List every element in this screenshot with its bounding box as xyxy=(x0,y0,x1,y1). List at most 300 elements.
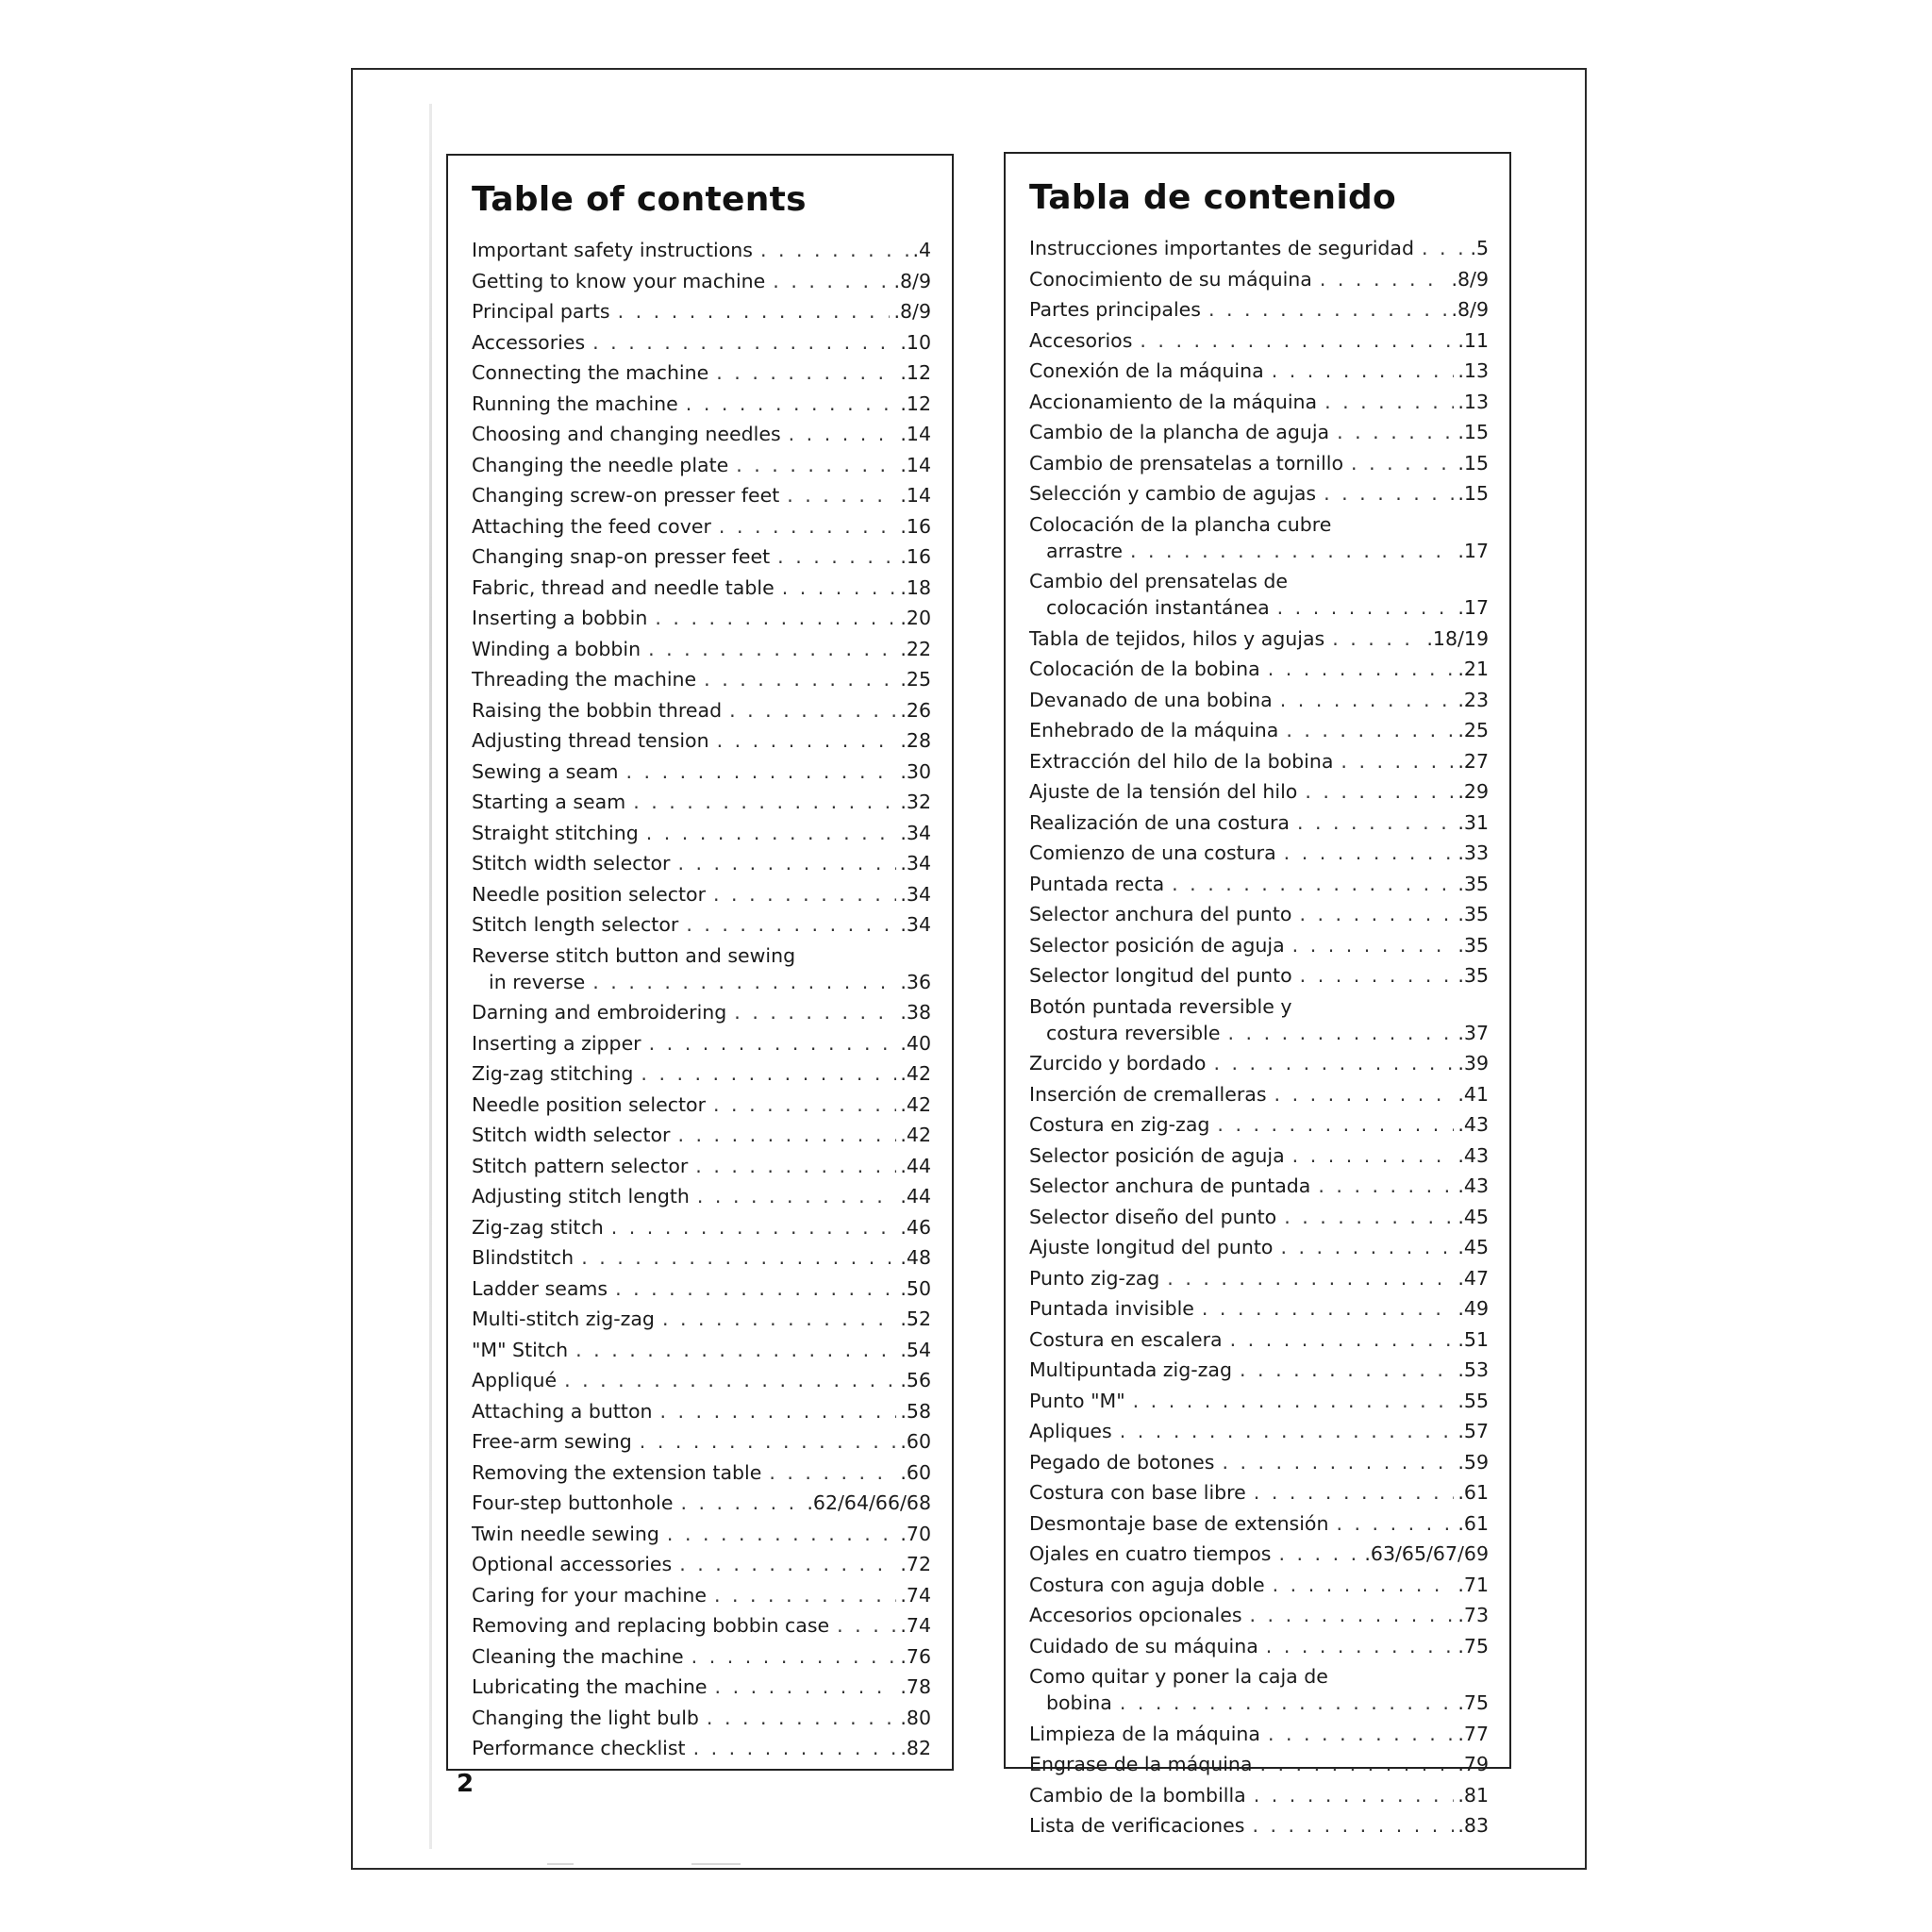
toc-entry-page: .13 xyxy=(1457,359,1489,382)
toc-entry[interactable] xyxy=(1029,869,1489,900)
dot-leader xyxy=(646,818,897,849)
toc-entry-page: .18/19 xyxy=(1426,626,1489,650)
toc-entry-row xyxy=(1029,808,1489,839)
scan-smudge xyxy=(547,1863,574,1865)
toc-entry[interactable] xyxy=(1029,899,1489,930)
toc-entry-row xyxy=(472,1457,931,1489)
toc-entry-page: .62/64/66/68 xyxy=(807,1491,931,1514)
toc-entry-title: Caring for your machine xyxy=(472,1583,707,1607)
toc-entry-title: Adjusting stitch length xyxy=(472,1185,690,1208)
dot-leader xyxy=(1140,325,1454,357)
toc-entry[interactable] xyxy=(472,848,931,879)
toc-entry-page: .32 xyxy=(900,791,931,813)
toc-entry[interactable] xyxy=(1029,715,1489,746)
toc-entry[interactable] xyxy=(472,1058,931,1090)
dot-leader xyxy=(1336,1508,1454,1540)
dot-leader xyxy=(633,787,896,818)
toc-entry[interactable] xyxy=(472,327,931,358)
toc-entry-row xyxy=(1029,1416,1489,1447)
toc-entry[interactable] xyxy=(1029,1661,1489,1719)
dot-leader xyxy=(1252,1810,1454,1841)
dot-leader xyxy=(1277,592,1455,624)
dot-leader xyxy=(713,879,896,910)
toc-entry-title: Changing screw-on presser feet xyxy=(472,484,780,507)
toc-entry-row xyxy=(1029,869,1489,900)
toc-entry[interactable] xyxy=(472,818,931,849)
toc-entry-row xyxy=(472,787,931,818)
toc-entry-page: .29 xyxy=(1457,780,1489,803)
toc-entry-page: .43 xyxy=(1457,1174,1489,1197)
toc-entry-page: .41 xyxy=(1457,1082,1489,1106)
dot-leader xyxy=(1208,294,1448,325)
toc-entry[interactable] xyxy=(472,1212,931,1243)
toc-entry-title: Costura con base libre xyxy=(1029,1481,1246,1504)
toc-entry-page: .48 xyxy=(900,1246,931,1269)
toc-entry-title: Winding a bobbin xyxy=(472,637,641,660)
toc-entry[interactable] xyxy=(1029,478,1489,509)
toc-entry-page: .42 xyxy=(900,1124,931,1146)
toc-entry-title: Zig-zag stitch xyxy=(472,1215,604,1239)
toc-entry-row xyxy=(472,818,931,849)
toc-entry-title: Needle position selector xyxy=(472,1092,706,1116)
toc-entry[interactable] xyxy=(1029,654,1489,685)
toc-entry-row xyxy=(472,296,931,327)
toc-entry[interactable] xyxy=(1029,1416,1489,1447)
toc-entry[interactable] xyxy=(472,389,931,420)
toc-entry[interactable] xyxy=(1029,746,1489,777)
toc-entry-row xyxy=(1029,1508,1489,1540)
toc-entry[interactable] xyxy=(1029,566,1489,624)
toc-entry[interactable] xyxy=(1029,448,1489,479)
toc-entry[interactable] xyxy=(472,358,931,389)
toc-entry-row xyxy=(1029,1810,1489,1841)
toc-entry-page: .8/9 xyxy=(893,269,931,292)
toc-entry[interactable] xyxy=(1029,356,1489,387)
toc-entry-title: Accessories xyxy=(472,330,586,354)
toc-entry-title: Zig-zag stitching xyxy=(472,1062,634,1085)
toc-entry-page: .58 xyxy=(900,1399,931,1423)
toc-entry-row xyxy=(472,1580,931,1611)
toc-entry-page: .73 xyxy=(1457,1604,1489,1626)
toc-entry-row xyxy=(472,1610,931,1641)
toc-entry-row xyxy=(472,235,931,266)
toc-entry-page: .23 xyxy=(1457,688,1489,711)
toc-entry[interactable] xyxy=(472,1090,931,1121)
toc-entry-page: .83 xyxy=(1457,1814,1489,1837)
toc-entry-title-continuation: colocación instantánea xyxy=(1046,596,1270,619)
toc-entry-title: Important safety instructions xyxy=(472,239,753,261)
toc-entry-page: .47 xyxy=(1457,1266,1489,1290)
toc-entry-page: .78 xyxy=(900,1675,931,1698)
toc-entry-row xyxy=(472,1090,931,1121)
toc-entry[interactable] xyxy=(1029,1171,1489,1202)
toc-entry-row xyxy=(1029,1018,1489,1049)
toc-entry[interactable] xyxy=(1029,1570,1489,1601)
toc-entry[interactable] xyxy=(1029,1631,1489,1662)
toc-entry[interactable] xyxy=(472,695,931,726)
toc-entry-page: .21 xyxy=(1457,658,1489,680)
toc-entry-page: .43 xyxy=(1457,1113,1489,1136)
toc-entry[interactable] xyxy=(472,757,931,788)
toc-entry-title: Multipuntada zig-zag xyxy=(1029,1358,1232,1381)
toc-entry[interactable] xyxy=(1029,1508,1489,1540)
toc-title-spanish: Tabla de contenido xyxy=(1029,178,1397,217)
toc-entry-page: .14 xyxy=(900,453,931,476)
toc-entry-title: Comienzo de una costura xyxy=(1029,841,1276,864)
toc-entry-title: Costura en escalera xyxy=(1029,1327,1223,1351)
dot-leader xyxy=(564,1365,896,1396)
toc-entry[interactable] xyxy=(1029,1048,1489,1079)
toc-entry[interactable] xyxy=(472,1335,931,1366)
toc-entry-row xyxy=(472,1274,931,1305)
toc-entry-row xyxy=(472,511,931,542)
scan-edge-mark xyxy=(429,104,432,1849)
toc-entry[interactable] xyxy=(1029,1386,1489,1417)
toc-entry-row xyxy=(472,879,931,910)
toc-entry[interactable] xyxy=(472,450,931,481)
toc-entry-page: .35 xyxy=(1457,964,1489,987)
dot-leader xyxy=(648,634,896,665)
toc-entry-page: .75 xyxy=(1457,1634,1489,1657)
toc-entry-title: Accesorios xyxy=(1029,328,1133,352)
toc-entry-row xyxy=(472,603,931,634)
toc-entry-title: Stitch width selector xyxy=(472,1124,671,1146)
toc-entry[interactable] xyxy=(472,1242,931,1274)
toc-entry-page: .75 xyxy=(1457,1691,1489,1714)
toc-entry-row xyxy=(1029,930,1489,961)
toc-entry-row xyxy=(1029,776,1489,808)
toc-entry[interactable] xyxy=(1029,417,1489,448)
toc-entry[interactable] xyxy=(1029,838,1489,869)
toc-entry-row xyxy=(1029,1355,1489,1386)
toc-entry[interactable] xyxy=(1029,1719,1489,1750)
toc-entry[interactable] xyxy=(1029,1749,1489,1780)
toc-entry-page: .35 xyxy=(1457,903,1489,925)
toc-entry[interactable] xyxy=(472,1610,931,1641)
dot-leader xyxy=(1167,1263,1454,1294)
toc-entry[interactable] xyxy=(472,480,931,511)
toc-entry-page: .20 xyxy=(900,607,931,629)
toc-entry[interactable] xyxy=(1029,1263,1489,1294)
dot-leader xyxy=(713,1090,896,1121)
toc-entry-title-continuation: costura reversible xyxy=(1046,1021,1221,1044)
toc-entry-title: Selector longitud del punto xyxy=(1029,964,1292,987)
toc-entry[interactable] xyxy=(1029,1355,1489,1386)
toc-entry-title: Partes principales xyxy=(1029,298,1201,321)
toc-entry-row xyxy=(1029,746,1489,777)
dot-leader xyxy=(1230,1324,1455,1356)
toc-entry[interactable] xyxy=(1029,1079,1489,1110)
toc-entry[interactable] xyxy=(472,1274,931,1305)
toc-entry[interactable] xyxy=(1029,1232,1489,1263)
toc-entry-row xyxy=(1029,1386,1489,1417)
dot-leader xyxy=(1278,1539,1360,1570)
toc-entry-title: Stitch pattern selector xyxy=(472,1154,689,1177)
toc-entry-title: Principal parts xyxy=(472,300,610,323)
toc-entry-title: Ladder seams xyxy=(472,1276,608,1300)
dot-leader xyxy=(662,1304,896,1335)
toc-entry-page: .8/9 xyxy=(893,300,931,323)
toc-list-spanish xyxy=(1029,233,1489,1841)
toc-entry-page: .12 xyxy=(900,391,931,415)
toc-entry-row xyxy=(1029,624,1489,655)
dot-leader xyxy=(773,266,890,297)
toc-entry[interactable] xyxy=(1029,1600,1489,1631)
dot-leader xyxy=(693,1733,897,1764)
dot-leader xyxy=(659,1396,896,1427)
toc-entry[interactable] xyxy=(472,1580,931,1611)
toc-entry[interactable] xyxy=(1029,509,1489,567)
toc-entry[interactable] xyxy=(1029,387,1489,418)
toc-entry-title: Apliques xyxy=(1029,1420,1112,1442)
dot-leader xyxy=(695,1151,896,1182)
toc-entry-row xyxy=(472,541,931,573)
toc-entry[interactable] xyxy=(472,1120,931,1151)
toc-entry-title: Getting to know your machine xyxy=(472,269,766,292)
toc-entry[interactable] xyxy=(472,725,931,757)
toc-entry-title: Accionamiento de la máquina xyxy=(1029,390,1318,413)
toc-entry[interactable] xyxy=(472,1365,931,1396)
toc-panel-english xyxy=(446,154,954,1771)
toc-entry[interactable] xyxy=(472,634,931,665)
toc-entry-page: .72 xyxy=(900,1553,931,1575)
dot-leader xyxy=(677,848,896,879)
toc-entry-row xyxy=(1029,899,1489,930)
toc-entry[interactable] xyxy=(1029,1109,1489,1141)
toc-entry-title: Changing the needle plate xyxy=(472,453,729,476)
toc-entry[interactable] xyxy=(1029,1202,1489,1233)
toc-entry[interactable] xyxy=(1029,294,1489,325)
toc-entry-title: Running the machine xyxy=(472,391,678,415)
toc-entry-row xyxy=(472,419,931,450)
toc-entry-row xyxy=(472,1335,931,1366)
dot-leader xyxy=(1213,1048,1454,1079)
toc-entry-title: Stitch length selector xyxy=(472,913,679,936)
toc-entry[interactable] xyxy=(472,1426,931,1457)
toc-entry[interactable] xyxy=(1029,991,1489,1049)
toc-entry-title: Adjusting thread tension xyxy=(472,729,709,752)
dot-leader xyxy=(1274,1079,1455,1110)
toc-entry[interactable] xyxy=(1029,1810,1489,1841)
dot-leader xyxy=(1292,930,1455,961)
toc-entry-row xyxy=(1029,1048,1489,1079)
toc-entry[interactable] xyxy=(1029,1780,1489,1811)
toc-entry-page: .35 xyxy=(1457,872,1489,895)
toc-entry[interactable] xyxy=(472,909,931,941)
toc-entry-title: Connecting the machine xyxy=(472,361,709,384)
toc-entry-row xyxy=(472,1396,931,1427)
toc-entry-title: Darning and embroidering xyxy=(472,1001,727,1024)
toc-entry-title: Conocimiento de su máquina xyxy=(1029,267,1312,291)
toc-entry-title: Punto zig-zag xyxy=(1029,1266,1160,1290)
toc-entry-row xyxy=(1029,960,1489,991)
toc-entry-title: Selector posición de aguja xyxy=(1029,1143,1285,1167)
dot-leader xyxy=(697,1181,897,1212)
toc-entry-row xyxy=(1029,1171,1489,1202)
toc-entry[interactable] xyxy=(472,1457,931,1489)
toc-entry[interactable] xyxy=(472,573,931,604)
dot-leader xyxy=(760,235,908,266)
toc-entry-row xyxy=(1029,1293,1489,1324)
dot-leader xyxy=(1268,1719,1454,1750)
dot-leader xyxy=(1240,1355,1454,1386)
toc-entry-title: Needle position selector xyxy=(472,882,706,906)
toc-entry[interactable] xyxy=(472,511,931,542)
toc-entry[interactable] xyxy=(472,1519,931,1550)
toc-entry-page: .79 xyxy=(1457,1753,1489,1775)
toc-entry-title: Colocación de la bobina xyxy=(1029,658,1260,680)
dot-leader xyxy=(1324,478,1454,509)
dot-leader xyxy=(736,450,896,481)
toc-entry[interactable] xyxy=(1029,930,1489,961)
toc-entry[interactable] xyxy=(1029,1324,1489,1356)
dot-leader xyxy=(1228,1018,1455,1049)
toc-entry[interactable] xyxy=(1029,1477,1489,1508)
toc-entry[interactable] xyxy=(472,1672,931,1703)
toc-entry-row xyxy=(1029,1570,1489,1601)
toc-entry[interactable] xyxy=(1029,233,1489,264)
toc-entry-title: Threading the machine xyxy=(472,668,697,691)
toc-entry-page: .60 xyxy=(900,1430,931,1453)
dot-leader xyxy=(1284,1202,1454,1233)
toc-entry-page: .74 xyxy=(900,1583,931,1607)
toc-entry-page: .82 xyxy=(900,1737,931,1759)
toc-entry[interactable] xyxy=(472,296,931,327)
dot-leader xyxy=(714,1580,896,1611)
toc-entry[interactable] xyxy=(472,603,931,634)
dot-leader xyxy=(777,541,896,573)
toc-entry[interactable] xyxy=(1029,1141,1489,1172)
toc-entry[interactable] xyxy=(472,541,931,573)
toc-entry[interactable] xyxy=(1029,325,1489,357)
toc-entry[interactable] xyxy=(472,1703,931,1734)
dot-leader xyxy=(1250,1600,1455,1631)
dot-leader xyxy=(615,1274,896,1305)
toc-entry[interactable] xyxy=(1029,264,1489,295)
toc-entry-title: Cuidado de su máquina xyxy=(1029,1634,1258,1657)
toc-entry[interactable] xyxy=(1029,808,1489,839)
toc-entry-page: .56 xyxy=(900,1369,931,1391)
toc-entry-row xyxy=(472,1181,931,1212)
toc-entry-row xyxy=(472,389,931,420)
toc-entry-title: Cambio de la bombilla xyxy=(1029,1783,1246,1807)
toc-entry[interactable] xyxy=(1029,624,1489,655)
toc-entry[interactable] xyxy=(472,235,931,266)
toc-entry[interactable] xyxy=(472,997,931,1028)
toc-entry-page: .74 xyxy=(900,1614,931,1637)
toc-entry[interactable] xyxy=(472,1549,931,1580)
toc-entry-page: .17 xyxy=(1457,596,1489,619)
toc-entry-title: Sewing a seam xyxy=(472,759,619,783)
dot-leader xyxy=(1300,960,1455,991)
toc-entry[interactable] xyxy=(1029,685,1489,716)
toc-entry-row xyxy=(1029,448,1489,479)
toc-entry-title: Lubricating the machine xyxy=(472,1675,708,1698)
toc-entry[interactable] xyxy=(472,419,931,450)
toc-entry-title: Reverse stitch button and sewing xyxy=(472,943,796,967)
dot-leader xyxy=(575,1335,896,1366)
toc-entry[interactable] xyxy=(472,879,931,910)
toc-entry-title: Cambio de prensatelas a tornillo xyxy=(1029,451,1344,475)
toc-entry-page: .44 xyxy=(900,1185,931,1208)
toc-entry[interactable] xyxy=(472,1641,931,1673)
dot-leader xyxy=(1266,1631,1455,1662)
toc-entry-page: .71 xyxy=(1457,1573,1489,1596)
toc-entry-row xyxy=(472,1212,931,1243)
toc-entry-row xyxy=(1029,1600,1489,1631)
toc-entry-title: Attaching the feed cover xyxy=(472,514,711,538)
toc-entry-page: .43 xyxy=(1457,1143,1489,1167)
toc-entry-title: Removing the extension table xyxy=(472,1460,762,1484)
dot-leader xyxy=(1324,387,1454,418)
dot-leader xyxy=(1286,715,1454,746)
toc-entry-title: Selector posición de aguja xyxy=(1029,933,1285,957)
toc-entry-title: Realización de una costura xyxy=(1029,810,1290,834)
toc-entry[interactable] xyxy=(472,266,931,297)
toc-entry-page: .53 xyxy=(1457,1358,1489,1381)
toc-entry-title: Enhebrado de la máquina xyxy=(1029,719,1279,741)
toc-entry-row xyxy=(1029,233,1489,264)
toc-entry-page: .36 xyxy=(900,970,931,993)
toc-entry-title: Removing and replacing bobbin case xyxy=(472,1614,830,1637)
toc-entry[interactable] xyxy=(1029,1539,1489,1570)
dot-leader xyxy=(782,573,897,604)
dot-leader xyxy=(719,511,896,542)
dot-leader xyxy=(1332,624,1423,655)
toc-entry[interactable] xyxy=(1029,776,1489,808)
toc-entry[interactable] xyxy=(472,1304,931,1335)
dot-leader xyxy=(1341,746,1454,777)
toc-entry[interactable] xyxy=(472,1028,931,1059)
toc-entry-row xyxy=(472,1120,931,1151)
toc-entry[interactable] xyxy=(472,664,931,695)
toc-entry[interactable] xyxy=(472,1181,931,1212)
dot-leader xyxy=(655,603,896,634)
toc-entry[interactable] xyxy=(1029,960,1489,991)
toc-entry[interactable] xyxy=(1029,1293,1489,1324)
dot-leader xyxy=(1254,1477,1455,1508)
toc-entry-row xyxy=(1029,1202,1489,1233)
toc-entry[interactable] xyxy=(1029,1447,1489,1478)
toc-entry-page: .81 xyxy=(1457,1783,1489,1807)
toc-entry[interactable] xyxy=(472,787,931,818)
toc-entry-row xyxy=(1029,1477,1489,1508)
toc-entry-row xyxy=(1029,1539,1489,1570)
toc-entry-row xyxy=(472,1304,931,1335)
dot-leader xyxy=(686,389,897,420)
toc-entry[interactable] xyxy=(472,1151,931,1182)
toc-entry-page: .52 xyxy=(900,1307,931,1330)
toc-entry[interactable] xyxy=(472,1396,931,1427)
toc-entry-page: .39 xyxy=(1457,1052,1489,1074)
toc-entry-row xyxy=(472,1733,931,1764)
dot-leader xyxy=(592,967,896,998)
toc-entry-title: Devanado de una bobina xyxy=(1029,688,1273,711)
toc-entry[interactable] xyxy=(472,1733,931,1764)
dot-leader xyxy=(1172,869,1454,900)
toc-entry-page: .38 xyxy=(900,1001,931,1024)
toc-entry[interactable] xyxy=(472,1488,931,1519)
dot-leader xyxy=(837,1610,896,1641)
toc-entry-row xyxy=(472,266,931,297)
toc-entry-page: .34 xyxy=(900,882,931,906)
toc-entry[interactable] xyxy=(472,941,931,998)
toc-entry-title: Botón puntada reversible y xyxy=(1029,994,1292,1018)
toc-entry-title: Choosing and changing needles xyxy=(472,423,781,445)
toc-entry-page: .37 xyxy=(1457,1021,1489,1044)
toc-entry-title: Cleaning the machine xyxy=(472,1644,684,1668)
toc-entry-title: Extracción del hilo de la bobina xyxy=(1029,749,1334,773)
